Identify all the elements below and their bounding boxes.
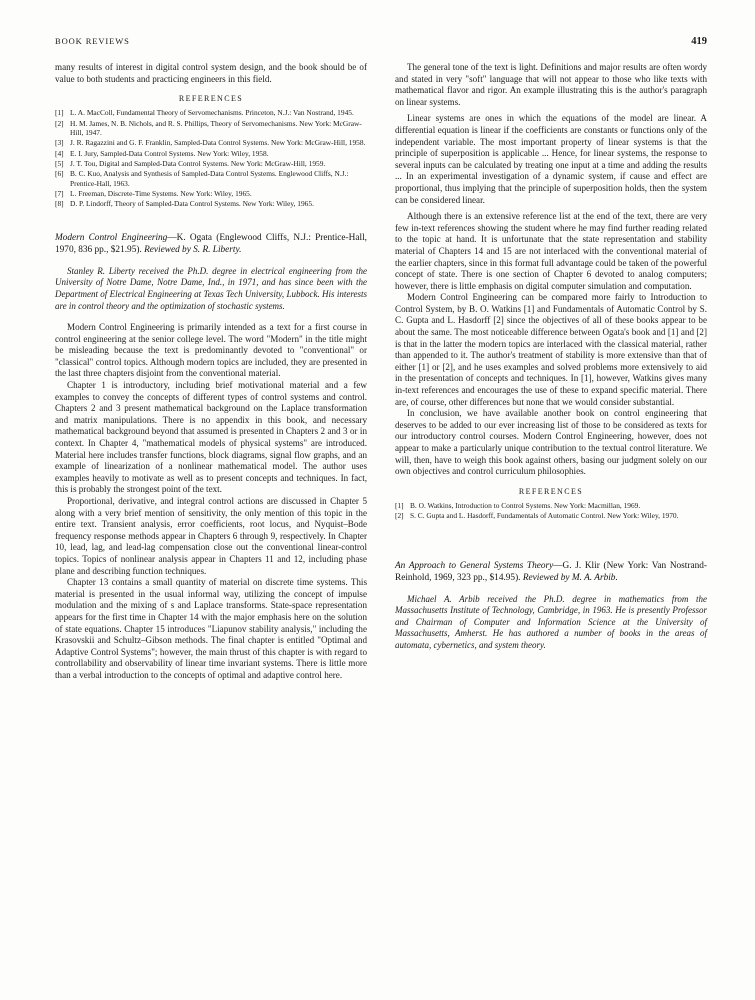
reference-text: L. Freeman, Discrete-Time Systems. New York: Wiley, 1965. [70, 188, 252, 198]
reference-number: [1] [395, 500, 404, 510]
reference-number: [3] [55, 138, 64, 148]
reference-item [55, 119, 367, 137]
review-paragraph: The general tone of the text is light. Definitions and major results are often wordy and stated in very "soft" language that will not appear to those who like texts with mathematical flavor and rigor. An example illustrating this is the author's paragraph on linear systems. [395, 62, 707, 107]
book-publication-info: —G. J. Klir (New York: Van Nostrand-Reinhold, 1969, 323 pp., $14.95). [395, 560, 707, 583]
reference-item [395, 511, 707, 520]
book-reviewer: Reviewed by M. A. Arbib. [522, 572, 618, 583]
running-head: BOOK REVIEWS [55, 36, 130, 46]
review-paragraph: Chapter 13 contains a small quantity of material on discrete time systems. This material is presented in the usual informal way, utilizing the concept of impulse modulation and the mixing of s and Laplace transforms. State-space representation appears for the first time in Chapter 14 with the major emphasis here on the solution of state equations. Chapter 15 introduces "Liapunov stability analysis," including the Krasovskii and Schultz–Gibson methods. The final chapter is entitled "Optimal and Adaptive Control Systems"; however, the main thrust of this chapter is with regard to controllability and observability of linear time invariant systems. There is little more than a verbal introduction to the concepts of optimal and adaptive control here. [55, 577, 367, 680]
reviewer-biography: Stanley R. Liberty received the Ph.D. degree in electrical engineering from the University of Notre Dame, Notre Dame, Ind., in 1971, and has since been with the Department of Electrical Engineering at Texas Tech University, Lubbock. His interests are in control theory and the optimization of stochastic systems. [55, 265, 367, 311]
reference-number: [7] [55, 188, 64, 198]
reference-item [55, 169, 367, 187]
references-heading-left: REFERENCES [178, 94, 244, 104]
reference-text: E. I. Jury, Sampled-Data Control Systems. New York: Wiley, 1958. [70, 148, 269, 158]
review-paragraph: In conclusion, we have available another book on control engineering that deserves to be added to our ever increasing list of those to be considered as texts for our introductory control courses. Modern Control Engineering, however, does not appear to make a particularly unique contribution to the textual control literature. We will, then, have to weigh this book against others, basing our judgment solely on our own objectives and control curriculum philosophies. [395, 408, 707, 477]
book-title: An Approach to General Systems Theory [395, 560, 554, 571]
reference-item [55, 189, 367, 198]
reference-text: B. C. Kuo, Analysis and Synthesis of Sampled-Data Control Systems. Englewood Cliffs, N.J.: Prentice-Hall, 1963. [70, 169, 349, 188]
book-reviewer: Reviewed by S. R. Liberty. [144, 244, 242, 255]
reference-number: [2] [395, 511, 404, 521]
review-paragraph: Modern Control Engineering is primarily intended as a text for a first course in control engineering at the senior college level. The word "Modern" in the title might be misleading because the text is predominantly devoted to "conventional" or "classical" control topics. Although modern topics are included, they are presented in the last three chapters disjoint from the conventional material. [55, 322, 367, 379]
references-heading-right: REFERENCES [518, 486, 584, 496]
book-title: Modern Control Engineering [55, 232, 168, 243]
reviewer-biography-2: Michael A. Arbib received the Ph.D. degree in mathematics from the Massachusetts Institute of Technology, Cambridge, in 1963. He is presently Professor and Chairman of Computer and Information Science at the University of Massachusetts, Amherst. He has authored a number of books in the areas of automata, cybernetics, and system theory. [395, 593, 707, 650]
reference-item [55, 138, 367, 147]
two-column-body [55, 62, 707, 942]
book-review-heading-2 [395, 560, 707, 584]
reference-text: D. P. Lindorff, Theory of Sampled-Data Control Systems. New York: Wiley, 1965. [70, 199, 314, 209]
reference-item [55, 159, 367, 168]
review-paragraph: Modern Control Engineering can be compared more fairly to Introduction to Control System, by B. O. Watkins [1] and Fundamentals of Automatic Control by S. C. Gupta and L. Hasdorff [2] since the objectives of all of these books appear to be about the same. The most noticeable difference between Ogata's book and [1] and [2] is that in the latter the modern topics are interlaced with the classical material, rather than appended to it. The author's treatment of stability is more extensive than that of either [1] or [2], and he uses examples and solved problems more extensively to aid in the presentation of concepts and techniques. In [1], however, Watkins gives many in-text references and encourages the use of these to expand specific material. There are, of course, other differences but none that we would consider substantial. [395, 292, 707, 407]
review-paragraph: Proportional, derivative, and integral control actions are discussed in Chapter 5 along with a very brief mention of sensitivity, the only mention of this topic in the entire text. Transient analysis, error coefficients, root locus, and Nyquist–Bode frequency response methods appear in Chapters 6 through 9, respectively. In Chapter 10, lead, lag, and lead-lag compensation close out the conventional linear-control topics. Topics of nonlinear analysis appear in Chapters 11 and 12, including phase plane and describing function techniques. [55, 496, 367, 576]
reference-list-right [395, 501, 707, 521]
book-publication-info: —K. Ogata (Englewood Cliffs, N.J.: Prentice-Hall, 1970, 836 pp., $21.95). [55, 232, 367, 255]
reference-item [55, 199, 367, 208]
right-column [395, 62, 707, 942]
reference-text: H. M. James, N. B. Nichols, and R. S. Phillips, Theory of Servomechanisms. New York: McGraw-Hill, 1947. [70, 118, 362, 137]
page-number: 419 [691, 36, 707, 47]
reference-number: [2] [55, 118, 64, 128]
page-header [55, 36, 707, 50]
review-paragraph: Although there is an extensive reference list at the end of the text, there are very few in-text references showing the student where he may find further reading related to the topic at hand. It is unfortunate that the state representation and stability material of Chapters 14 and 15 are not interlaced with the conventional material of the earlier chapters, since in this format full advantage could be taken of the powerful concept of state. There is one section of Chapter 6 devoted to analog computers; however, there is little emphasis on digital computer simulation and computation. [395, 211, 707, 291]
reference-number: [4] [55, 148, 64, 158]
reference-text: J. T. Tou, Digital and Sampled-Data Control Systems. New York: McGraw-Hill, 1959. [70, 158, 326, 168]
reference-number: [6] [55, 169, 64, 179]
review-paragraph: Chapter 1 is introductory, including brief motivational material and a few examples to convey the concepts of different types of control systems and control. Chapters 2 and 3 present mathematical background on the Laplace transformation and matrix manipulations. There is no appendix in this book, and necessary mathematical background beyond that assumed is presented in Chapters 2 and 3 or in context. In Chapter 4, "mathematical models of physical systems" are introduced. Material here includes transfer functions, block diagrams, signal flow graphs, and an example of linearization of a nonlinear mathematical model. The author uses examples heavily to motivate as well as to present concepts and techniques. In fact, this is probably the strongest point of the text. [55, 380, 367, 495]
review-quoted-paragraph: Linear systems are ones in which the equations of the model are linear. A differential equation is linear if the coefficients are constants or functions only of the independent variable. The most important property of linear systems is that the principle of superposition is applicable ... Hence, for linear systems, the response to several inputs can be calculated by treating one input at a time and adding the results ... In an experimental investigation of a dynamic system, if cause and effect are proportional, thus implying that the principle of superposition holds, then the system can be considered linear. [395, 113, 707, 205]
reference-number: [8] [55, 199, 64, 209]
reference-item [55, 149, 367, 158]
book-review-heading [55, 232, 367, 256]
reference-text: B. O. Watkins, Introduction to Control Systems. New York: Macmillan, 1969. [410, 500, 641, 510]
reference-number: [1] [55, 108, 64, 118]
reference-text: J. R. Ragazzini and G. F. Franklin, Sampled-Data Control Systems. New York: McGraw-Hill, 1958. [70, 138, 366, 148]
reference-item [55, 108, 367, 117]
reference-list-left [55, 108, 367, 208]
continued-paragraph: many results of interest in digital control system design, and the book should be of value to both students and practicing engineers in this field. [55, 62, 367, 84]
reference-text: L. A. MacColl, Fundamental Theory of Servomechanisms. Princeton, N.J.: Van Nostrand, 1945. [70, 108, 354, 118]
left-column [55, 62, 367, 942]
reference-item [395, 501, 707, 510]
reference-number: [5] [55, 158, 64, 168]
reference-text: S. C. Gupta and L. Hasdorff, Fundamentals of Automatic Control. New York: Wiley, 1970. [410, 511, 679, 521]
